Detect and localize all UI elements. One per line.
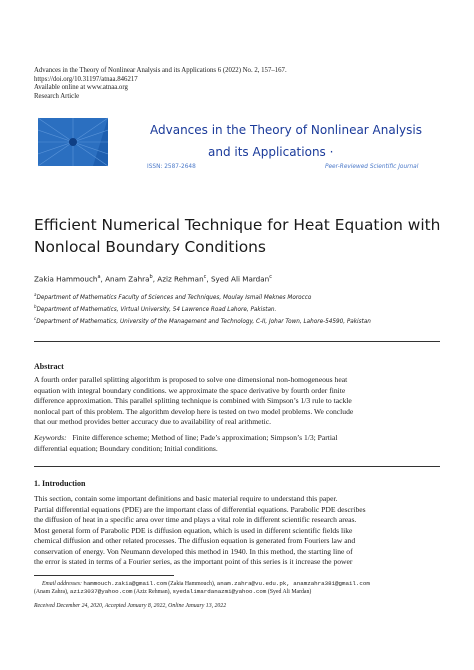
online-line: Available online at www.atnaa.org: [34, 84, 128, 91]
keywords-cont: differential equation; Boundary condition; Initial conditions.: [34, 443, 218, 453]
intro-line: the error is stated in terms of a Fourier series, as the important point of this series is it increase the power: [34, 557, 353, 566]
author-name: Syed Ali Mardan: [210, 274, 270, 284]
peer-reviewed-label: Peer-Reviewed Scientific Journal: [325, 164, 419, 170]
email-link[interactable]: anam.zahra@vu.edu.pk, anamzahra381@gmail.com: [216, 580, 370, 587]
intro-line: This section, contain some important definitions and basic material require to understand this paper.: [34, 494, 338, 503]
affiliation-a: $^a$Department of Mathematics Faculty of Sciences and Techniques, Moulay Ismail Meknes Morocco: [34, 292, 312, 301]
article-type: Research Article: [34, 92, 80, 100]
affiliation-b: $^b$Department of Mathematics, Virtual University, 54 Lawrence Road Lahore, Pakistan.: [34, 304, 277, 313]
keywords: Keywords: Finite difference scheme; Method of line; Pade’s approximation; Simpson’s 1/3; Partial: [34, 433, 338, 442]
author-name: Anam Zahra: [105, 274, 150, 284]
email-link[interactable]: hammouch.zakia@gmail.com: [83, 580, 167, 587]
paper-title-line2: Nonlocal Boundary Conditions: [34, 238, 266, 256]
citation-line: Advances in the Theory of Nonlinear Analysis and its Applications 6 (2022) No. 2, 157–167.: [34, 67, 287, 74]
abstract-line: difference approximation. This parallel splitting technique is combined with Simpson’s 1/3 rule to tackle: [34, 396, 352, 405]
received-dates: Received December 24, 2020, Accepted January 8, 2022, Online January 13, 2022: [34, 603, 227, 609]
intro-heading: 1. Introduction: [34, 479, 86, 488]
email-footnote-cont: (Anam Zahra), aziz3037@yahoo.com (Aziz Rehman), syedalimardanazmi@yahoo.com (Syed Ali Mardan): [34, 588, 312, 595]
author-list: Zakia Hammouch$^a$, Anam Zahra$^b$, Aziz Rehman$^c$, Syed Ali Mardan$^c$: [34, 274, 272, 284]
email-link[interactable]: aziz3037@yahoo.com: [69, 588, 133, 595]
intro-line: Partial differential equations (PDE) are the important class of differential equations. Parabolic PDE describes: [34, 504, 366, 514]
divider: [34, 341, 440, 342]
author-name: Zakia Hammouch: [34, 274, 98, 284]
email-footnote: Email addresses: hammouch.zakia@gmail.com (Zakia Hammouch), anam.zahra@vu.edu.pk, anamzahra381@gmail.com: [42, 580, 370, 587]
journal-banner: [38, 112, 440, 176]
intro-line: chemical diffusion and other related processes. The diffusion equation is generated from Fouriers law and: [34, 536, 356, 545]
abstract-line: that our method provides better accuracy due to availability of real arithmetic.: [34, 417, 272, 426]
keywords-label: Keywords:: [34, 433, 67, 442]
journal-name-line2: and its Applications ·: [208, 145, 334, 159]
journal-name-line1: Advances in the Theory of Nonlinear Analysis: [150, 123, 422, 137]
abstract-line: A fourth order parallel splitting algorithm is proposed to solve one dimensional non-homogeneous heat: [34, 375, 348, 384]
abstract-line: nonlocal part of this problem. The algorithm develop here is tested on two model problems. We conclude: [34, 406, 354, 416]
affiliation-c: $^c$Department of Mathematics, University of the Management and Technology, C-II, Johar Town, Lahore-54590, Pakistan: [34, 316, 371, 325]
email-link[interactable]: syedalimardanazmi@yahoo.com: [172, 588, 267, 595]
intro-line: the diffusion of heat in a specific area over time and plays a vital role in different scientific research areas.: [34, 515, 357, 524]
doi-link[interactable]: https://doi.org/10.31197/atnaa.846217: [34, 75, 138, 83]
divider: [34, 466, 440, 467]
journal-logo: [38, 112, 108, 172]
paper-title-line1: Efficient Numerical Technique for Heat Equation with: [34, 216, 441, 234]
intro-line: conservation of energy. Von Neumann developed this method in 1940. In this method, the starting line of: [34, 546, 353, 556]
footnote-rule: [34, 575, 174, 576]
abstract-heading: Abstract: [34, 362, 64, 371]
intro-line: Most general form of Parabolic PDE is diffusion equation, which is used in different scientific fields like: [34, 525, 353, 535]
issn-label: ISSN: 2587-2648: [147, 164, 196, 170]
abstract-line: equation with integral boundary conditions. we approximate the space derivative by fourth order finite: [34, 385, 346, 395]
author-name: Aziz Rehman: [157, 274, 204, 284]
